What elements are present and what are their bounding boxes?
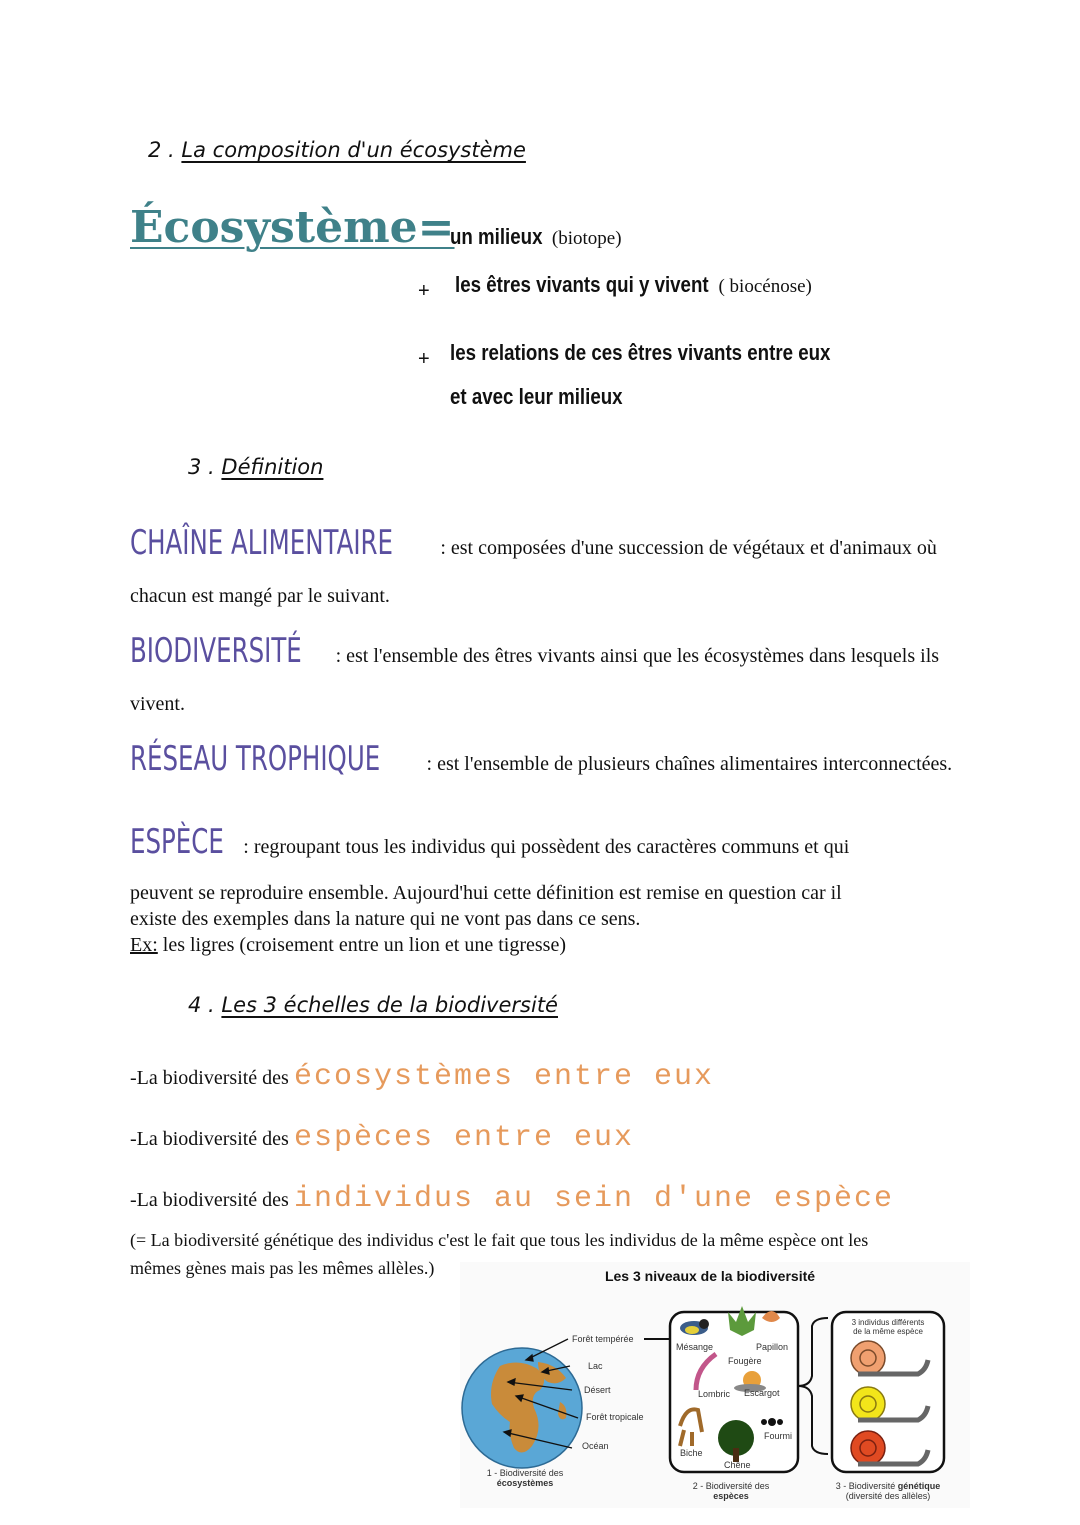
- term-reseau-trophique: RÉSEAU TROPHIQUE: [130, 739, 381, 779]
- definition-chaine: [130, 523, 960, 563]
- caption-3-line-1: [820, 1481, 956, 1491]
- caption-2-line-2: espèces: [713, 1491, 749, 1501]
- section3-title: Définition: [221, 455, 324, 479]
- term-espece: ESPÈCE: [130, 822, 224, 862]
- level-highlight: écosystèmes entre eux: [293, 1060, 714, 1094]
- espece-example: [130, 932, 980, 958]
- section2-title: La composition d'un écosystème: [181, 138, 526, 162]
- term-separator: :: [238, 836, 249, 858]
- line2-sub: ( biocénose): [718, 276, 812, 297]
- ecosystem-line4: [450, 384, 653, 410]
- section3-heading: [188, 455, 323, 479]
- example-text: les ligres (croisement entre un lion et une tigresse): [157, 934, 566, 956]
- section2-heading: [148, 138, 526, 162]
- label-desert: Désert: [584, 1385, 611, 1395]
- section3-number: 3 .: [188, 455, 215, 479]
- ecosystem-line2: [455, 272, 812, 298]
- level-prefix: -La biodiversité des: [130, 1189, 289, 1211]
- figure-title: Les 3 niveaux de la biodiversité: [604, 1268, 816, 1284]
- level-highlight: individus au sein d'une espèce: [293, 1182, 895, 1216]
- biodiversity-figure: [460, 1262, 970, 1508]
- level-prefix: -La biodiversité des: [130, 1067, 289, 1089]
- espece-cont-2: existe des exemples dans la nature qui ne vont pas dans ce sens.: [130, 908, 641, 930]
- caption-2-line-1: 2 - Biodiversité des: [692, 1481, 770, 1491]
- caption-ecosystemes: [480, 1468, 570, 1488]
- line4-main: et avec leur milieux: [450, 384, 623, 409]
- section4-heading: [188, 993, 558, 1017]
- caption-1-line-1: 1 - Biodiversité des: [486, 1468, 564, 1478]
- term-separator: :: [435, 537, 446, 559]
- definition-text: est composées d'une succession de végétaux et d'animaux où: [445, 537, 937, 559]
- term-separator: :: [421, 753, 433, 775]
- caption-3-prefix: 3 - Biodiversité: [835, 1481, 896, 1491]
- caption-especes: [676, 1481, 786, 1501]
- level-especes: [130, 1121, 634, 1155]
- definition-chaine-cont: chacun est mangé par le suivant.: [130, 585, 390, 607]
- label-ocean: Océan: [582, 1441, 609, 1451]
- label-papillon: Papillon: [756, 1342, 789, 1352]
- definition-biodiversite: [130, 631, 960, 671]
- ecosystem-line3: [450, 340, 898, 366]
- line1-sub: (biotope): [551, 228, 622, 249]
- label-fourmi: Fourmi: [764, 1431, 793, 1441]
- definition-espece-cont: [130, 880, 980, 958]
- ecosystem-line1: [450, 224, 622, 250]
- level-prefix: -La biodiversité des: [130, 1128, 289, 1150]
- caption-3-bold: génétique: [897, 1481, 941, 1491]
- caption-1-line-2: écosystèmes: [496, 1478, 554, 1488]
- globe-icon: [462, 1348, 582, 1468]
- line3-main: les relations de ces êtres vivants entre eux: [450, 340, 831, 365]
- term-biodiversite: BIODIVERSITÉ: [130, 631, 302, 671]
- term-chaine-alimentaire: CHAÎNE ALIMENTAIRE: [130, 523, 394, 563]
- label-lac: Lac: [588, 1361, 603, 1371]
- caption-genetique: [820, 1481, 956, 1501]
- box3-title: [838, 1318, 938, 1336]
- label-fougere: Fougère: [728, 1356, 762, 1366]
- label-escargot: Escargot: [744, 1388, 780, 1398]
- box3-title-line-1: 3 individus différents: [851, 1318, 925, 1327]
- label-lombric: Lombric: [698, 1389, 731, 1399]
- example-label: Ex:: [130, 934, 158, 956]
- definition-espece: [130, 822, 960, 862]
- note-line-1: (= La biodiversité génétique des individus c'est le fait que tous les individus de la même espèce ont les: [130, 1230, 869, 1250]
- section2-number: 2 .: [148, 138, 175, 162]
- note-line-2: mêmes gènes mais pas les mêmes allèles.): [130, 1258, 435, 1278]
- definition-text: regroupant tous les individus qui possèdent des caractères communs et qui: [248, 836, 850, 858]
- ecosystem-term: Écosystème=: [130, 202, 455, 253]
- definition-text: est l'ensemble de plusieurs chaînes alimentaires interconnectées.: [432, 753, 953, 775]
- label-foret-temperee: Forêt tempérée: [572, 1334, 634, 1344]
- definition-biodiversite-cont: vivent.: [130, 693, 185, 715]
- line2-main: les êtres vivants qui y vivent: [455, 272, 709, 297]
- section4-number: 4 .: [188, 993, 215, 1017]
- term-separator: :: [330, 645, 342, 667]
- plus-sign-1: +: [418, 280, 430, 302]
- level-ecosystemes: [130, 1060, 714, 1094]
- label-mesange: Mésange: [676, 1342, 714, 1352]
- label-foret-tropicale: Forêt tropicale: [586, 1412, 644, 1422]
- plus-sign-2: +: [418, 348, 430, 370]
- level-individus: [130, 1182, 894, 1216]
- box3-title-line-2: de la même espèce: [853, 1327, 923, 1336]
- section4-title: Les 3 échelles de la biodiversité: [221, 993, 558, 1017]
- label-biche: Biche: [680, 1448, 703, 1458]
- caption-3-line-2: (diversité des allèles): [845, 1491, 931, 1501]
- label-chene: Chêne: [724, 1460, 751, 1470]
- espece-cont-1: peuvent se reproduire ensemble. Aujourd'hui cette définition est remise en question car il: [130, 882, 842, 904]
- definition-text: est l'ensemble des êtres vivants ainsi que les écosystèmes dans lesquels ils: [341, 645, 940, 667]
- line1-main: un milieux: [450, 224, 543, 249]
- definition-reseau: [130, 739, 960, 779]
- level-highlight: espèces entre eux: [293, 1121, 634, 1155]
